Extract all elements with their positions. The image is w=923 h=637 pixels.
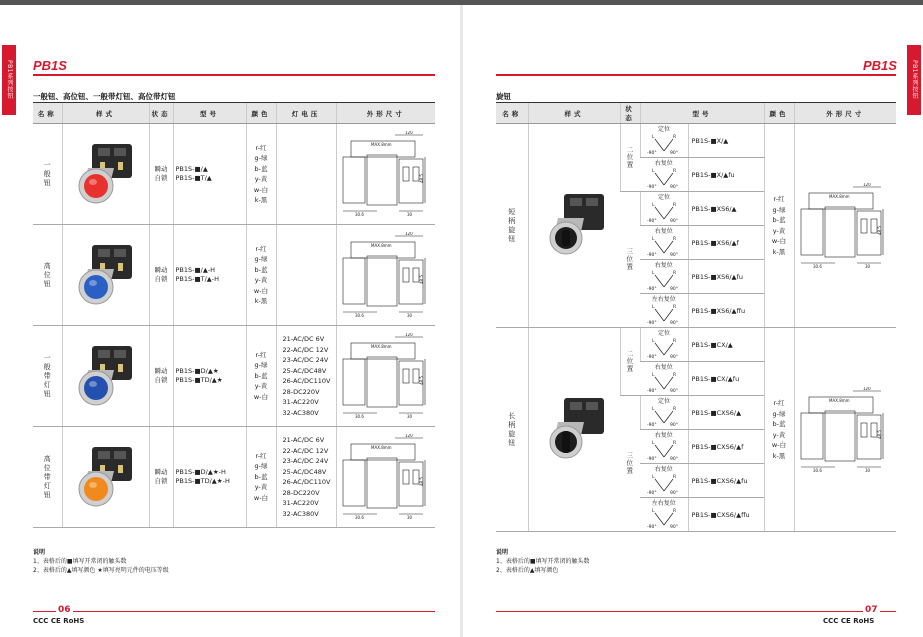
svg-text:R: R — [672, 475, 676, 480]
svg-text:-90°: -90° — [646, 389, 657, 393]
switch-mode: 右复位 — [654, 160, 673, 167]
svg-text:R: R — [673, 203, 677, 208]
page-number: 07 — [865, 605, 878, 615]
note-1: 1、表格后的■填写开常闭的触头数 — [496, 558, 590, 565]
svg-text:-90°: -90° — [646, 185, 657, 189]
svg-text:90°: 90° — [669, 253, 678, 257]
color-option: w-白 — [253, 185, 269, 194]
voltage-cell — [276, 124, 336, 225]
product-photo — [528, 124, 620, 328]
notes-title: 说明 — [33, 549, 46, 556]
section-title: 一般钮、高位钮、一般带灯钮、高位带灯钮 — [33, 92, 176, 101]
model-code: PB1S-■CX/▲fu — [688, 362, 764, 396]
state-label: 三位置 — [625, 452, 634, 475]
color-cell — [764, 328, 794, 532]
switch-diagram — [640, 192, 688, 226]
svg-text:MAX.8mm: MAX.8mm — [370, 344, 392, 349]
svg-text:-90°: -90° — [646, 525, 657, 529]
switch-mode: 右复位 — [654, 466, 673, 473]
color-cell — [246, 427, 276, 528]
svg-text:120: 120 — [404, 232, 413, 236]
state-cell — [620, 396, 640, 532]
color-cell — [246, 225, 276, 326]
svg-text:L: L — [651, 441, 655, 446]
note-2: 2、表格后的▲填写颜色 ★填写亮明元件的电压等级 — [33, 567, 169, 574]
cert-marks: CCC CE RoHS — [823, 617, 875, 625]
switch-diagram — [640, 362, 688, 396]
color-option: g-绿 — [254, 361, 268, 370]
svg-text:30.6: 30.6 — [812, 467, 822, 473]
svg-text:MAX.8mm: MAX.8mm — [828, 397, 850, 403]
voltage-option: 28-DC220V — [282, 387, 320, 396]
model-cell — [173, 124, 246, 225]
color-option: r-红 — [255, 350, 267, 359]
color-option: r-红 — [255, 451, 267, 460]
voltage-option: 25-AC/DC48V — [282, 366, 327, 375]
svg-text:90°: 90° — [669, 457, 678, 461]
voltage-option: 25-AC/DC48V — [282, 467, 327, 476]
svg-text:-90°: -90° — [646, 491, 657, 495]
col-header: 名称 — [496, 103, 528, 124]
col-header: 灯电压 — [276, 103, 336, 124]
svg-text:L: L — [651, 237, 655, 242]
svg-text:R: R — [673, 135, 677, 140]
svg-text:48.5: 48.5 — [876, 429, 882, 439]
color-option: g-绿 — [772, 205, 786, 214]
state-label: 瞬动 — [154, 367, 168, 375]
svg-text:48.5: 48.5 — [418, 477, 424, 486]
svg-text:-90°: -90° — [647, 151, 657, 155]
model-code: PB1S-■CX/▲ — [688, 328, 764, 362]
svg-text:90°: 90° — [669, 525, 678, 529]
color-option: g-绿 — [254, 255, 268, 263]
table-row — [33, 124, 435, 225]
switch-diagram — [640, 328, 688, 362]
color-option: w-白 — [253, 286, 269, 295]
color-option: y-黄 — [254, 276, 268, 284]
row-name — [496, 124, 528, 328]
switch-diagram — [640, 430, 688, 464]
svg-text:R: R — [672, 305, 676, 310]
svg-text:L: L — [652, 407, 655, 412]
svg-text:L: L — [651, 509, 655, 514]
state-label: 二位置 — [625, 350, 634, 373]
switch-mode: 右复位 — [654, 364, 673, 371]
model-code: PB1S-■T/▲-H — [175, 275, 220, 283]
svg-text:-90°: -90° — [646, 457, 657, 461]
switch-diagram — [640, 260, 688, 294]
table-row — [496, 328, 896, 362]
row-name-text: 高位钮 — [43, 261, 52, 289]
model-cell — [173, 225, 246, 326]
col-header: 型号 — [173, 103, 246, 124]
notes — [33, 548, 169, 575]
row-name-text: 一般钮 — [43, 160, 52, 188]
switch-mode: 左右复位 — [651, 296, 676, 303]
voltage-option: 31-AC220V — [282, 499, 319, 507]
state-cell — [620, 328, 640, 396]
dimension-drawing — [336, 427, 435, 528]
switch-diagram — [640, 498, 688, 532]
footer-rule — [496, 611, 896, 612]
svg-text:90°: 90° — [669, 287, 678, 291]
svg-text:MAX.8mm: MAX.8mm — [370, 445, 392, 450]
model-title: PB1S — [863, 58, 897, 73]
svg-text:30: 30 — [406, 313, 412, 318]
col-header: 名称 — [33, 103, 62, 124]
color-option: b-蓝 — [772, 216, 786, 224]
left-page — [0, 5, 460, 637]
row-name-text: 一般带灯钮 — [43, 353, 52, 399]
svg-text:L: L — [651, 373, 655, 378]
col-header: 状态 — [149, 103, 173, 124]
svg-text:R: R — [672, 373, 676, 378]
color-option: y-黄 — [254, 483, 268, 492]
svg-text:-90°: -90° — [647, 219, 657, 223]
color-option: w-白 — [771, 441, 787, 449]
color-option: r-红 — [255, 143, 267, 152]
note-2: 2、表格后的▲填写颜色 — [496, 567, 559, 574]
model-code: PB1S-■T/▲ — [175, 174, 212, 182]
page-number: 06 — [58, 605, 71, 615]
col-header: 型号 — [640, 103, 764, 124]
svg-text:R: R — [672, 271, 676, 276]
switch-mode: 右复位 — [654, 262, 673, 269]
color-option: y-黄 — [254, 382, 268, 391]
voltage-option: 26-AC/DC110V — [282, 478, 331, 486]
color-option: k-黑 — [254, 196, 268, 204]
svg-text:R: R — [672, 441, 676, 446]
title-rule — [33, 74, 435, 76]
color-cell — [764, 124, 794, 328]
voltage-cell — [276, 225, 336, 326]
svg-text:30.6: 30.6 — [354, 515, 364, 520]
side-tab: PB1系列按钮 — [907, 45, 921, 115]
row-name-text: 长柄旋钮 — [507, 411, 516, 448]
svg-text:90°: 90° — [670, 219, 678, 223]
model-code: PB1S-■D/▲★ — [175, 367, 219, 375]
color-option: g-绿 — [254, 462, 268, 471]
voltage-cell — [276, 427, 336, 528]
model-cell — [173, 427, 246, 528]
col-header: 外形尺寸 — [794, 103, 896, 124]
model-code: PB1S-■TD/▲★ — [175, 376, 223, 384]
state-label: 瞬动 — [154, 165, 168, 173]
switch-diagram — [640, 294, 688, 328]
model-code: PB1S-■/▲-H — [175, 266, 216, 274]
color-cell — [246, 124, 276, 225]
state-label: 二位置 — [625, 146, 634, 169]
svg-text:R: R — [672, 169, 676, 174]
svg-text:L: L — [651, 271, 655, 276]
model-code: PB1S-■CXS6/▲fu — [688, 464, 764, 498]
svg-text:90°: 90° — [669, 389, 678, 393]
svg-text:30: 30 — [406, 515, 412, 520]
color-option: w-白 — [253, 493, 269, 502]
table-row — [33, 427, 435, 528]
state-label: 自锁 — [154, 376, 168, 384]
model-code: PB1S-■XS6/▲ — [688, 192, 764, 226]
color-option: k-黑 — [772, 451, 786, 460]
state-label: 自锁 — [154, 275, 168, 283]
dimension-drawing — [794, 328, 896, 532]
color-option: b-蓝 — [254, 164, 268, 173]
note-1: 1、表格后的■填写开常闭的触头数 — [33, 558, 127, 565]
color-option: b-蓝 — [254, 371, 268, 380]
color-option: y-黄 — [772, 226, 786, 235]
cert-marks: CCC CE RoHS — [33, 617, 85, 625]
svg-text:90°: 90° — [670, 423, 678, 427]
table-row — [33, 225, 435, 326]
side-tab: PB1系列按钮 — [2, 45, 16, 115]
knob-table — [496, 102, 896, 532]
svg-text:48.5: 48.5 — [418, 275, 424, 284]
table-row — [33, 326, 435, 427]
model-code: PB1S-■/▲ — [175, 165, 208, 173]
svg-text:30.6: 30.6 — [812, 263, 822, 269]
color-option: k-黑 — [772, 247, 786, 256]
row-name-text: 高位带灯钮 — [43, 454, 52, 500]
svg-text:30.6: 30.6 — [354, 212, 364, 217]
voltage-cell — [276, 326, 336, 427]
color-option: r-红 — [773, 399, 785, 407]
color-option: b-蓝 — [254, 472, 268, 481]
switch-mode: 定位 — [657, 126, 670, 133]
svg-text:R: R — [673, 339, 677, 344]
svg-text:MAX.8mm: MAX.8mm — [370, 142, 392, 147]
color-option: w-白 — [771, 237, 787, 245]
row-name — [496, 328, 528, 532]
svg-text:30: 30 — [406, 212, 412, 217]
state-label: 瞬动 — [154, 468, 168, 476]
switch-mode: 定位 — [657, 194, 670, 201]
svg-text:L: L — [651, 305, 655, 310]
svg-text:30: 30 — [864, 263, 870, 269]
model-title: PB1S — [33, 58, 67, 73]
voltage-option: 22-AC/DC 12V — [282, 345, 329, 354]
svg-text:30.6: 30.6 — [354, 313, 364, 318]
model-code: PB1S-■XS6/▲ffu — [688, 294, 764, 328]
svg-text:48.5: 48.5 — [418, 376, 424, 385]
product-photo — [62, 225, 149, 326]
svg-text:120: 120 — [404, 333, 413, 337]
model-code: PB1S-■XS6/▲fu — [688, 260, 764, 294]
svg-text:90°: 90° — [669, 185, 678, 189]
model-code: PB1S-■XS6/▲f — [688, 226, 764, 260]
model-code: PB1S-■X/▲fu — [688, 158, 764, 192]
state-label: 自锁 — [154, 174, 168, 182]
svg-text:-90°: -90° — [647, 355, 657, 359]
color-option: b-蓝 — [772, 420, 786, 428]
model-code: PB1S-■D/▲★-H — [175, 468, 226, 476]
voltage-option: 23-AC/DC 24V — [282, 356, 329, 364]
product-photo — [528, 328, 620, 532]
table-row — [496, 124, 896, 158]
product-photo — [62, 124, 149, 225]
switch-mode: 左右复位 — [651, 500, 676, 507]
svg-text:-90°: -90° — [646, 253, 657, 257]
voltage-option: 23-AC/DC 24V — [282, 457, 329, 465]
voltage-option: 21-AC/DC 6V — [282, 436, 325, 444]
switch-mode: 定位 — [657, 398, 670, 405]
right-page — [463, 5, 923, 637]
svg-text:L: L — [652, 135, 655, 140]
switch-diagram — [640, 158, 688, 192]
svg-text:R: R — [672, 237, 676, 242]
product-photo — [62, 427, 149, 528]
switch-diagram — [640, 226, 688, 260]
svg-text:120: 120 — [404, 131, 413, 135]
color-option: b-蓝 — [254, 265, 268, 274]
svg-text:L: L — [651, 169, 655, 174]
svg-text:L: L — [651, 475, 655, 480]
svg-text:90°: 90° — [669, 321, 678, 325]
svg-text:-90°: -90° — [646, 321, 657, 325]
voltage-option: 28-DC220V — [282, 488, 320, 497]
model-code: PB1S-■CXS6/▲f — [688, 430, 764, 464]
state-cell — [149, 124, 173, 225]
svg-text:90°: 90° — [670, 355, 678, 359]
dimension-drawing — [336, 124, 435, 225]
svg-text:R: R — [672, 509, 676, 514]
col-header: 颜色 — [764, 103, 794, 124]
svg-text:MAX.8mm: MAX.8mm — [828, 193, 850, 199]
model-code: PB1S-■CXS6/▲ — [688, 396, 764, 430]
col-header: 样式 — [528, 103, 620, 124]
state-label: 三位置 — [625, 248, 634, 271]
col-header: 状态 — [620, 103, 640, 124]
state-label: 瞬动 — [154, 266, 168, 274]
state-cell — [149, 326, 173, 427]
color-option: k-黑 — [254, 297, 268, 305]
state-cell — [149, 427, 173, 528]
model-cell — [173, 326, 246, 427]
color-option: g-绿 — [772, 409, 786, 418]
dimension-drawing — [336, 326, 435, 427]
switch-mode: 定位 — [657, 330, 670, 337]
switch-diagram — [640, 396, 688, 430]
color-option: y-黄 — [772, 430, 786, 439]
model-code: PB1S-■TD/▲★-H — [175, 477, 230, 485]
switch-diagram — [640, 124, 688, 158]
color-option: r-红 — [773, 195, 785, 203]
notes — [496, 548, 590, 575]
svg-text:L: L — [652, 339, 655, 344]
product-photo — [62, 326, 149, 427]
state-cell — [620, 124, 640, 192]
svg-text:30.6: 30.6 — [354, 414, 364, 419]
svg-text:120: 120 — [404, 434, 413, 438]
title-rule — [496, 74, 896, 76]
svg-text:30: 30 — [864, 467, 870, 473]
voltage-option: 31-AC220V — [282, 398, 319, 406]
voltage-option: 22-AC/DC 12V — [282, 446, 329, 455]
color-cell — [246, 326, 276, 427]
voltage-option: 32-AC380V — [282, 408, 319, 417]
row-name — [33, 326, 62, 427]
switch-mode: 右复位 — [654, 228, 673, 235]
row-name — [33, 124, 62, 225]
row-name-text: 短柄旋钮 — [507, 207, 516, 244]
svg-text:90°: 90° — [669, 491, 678, 495]
state-label: 自锁 — [154, 477, 168, 485]
color-option: r-红 — [255, 244, 267, 253]
switch-mode: 右复位 — [654, 432, 673, 439]
color-option: g-绿 — [254, 154, 268, 162]
dimension-drawing — [336, 225, 435, 326]
voltage-option: 26-AC/DC110V — [282, 377, 331, 385]
svg-text:R: R — [673, 407, 677, 412]
svg-text:30: 30 — [406, 414, 412, 419]
dimension-drawing — [794, 124, 896, 328]
svg-text:48.5: 48.5 — [876, 225, 882, 235]
spec-table — [33, 102, 435, 528]
notes-title: 说明 — [496, 549, 509, 556]
model-code: PB1S-■CXS6/▲ffu — [688, 498, 764, 532]
footer-rule — [33, 611, 435, 612]
section-title: 旋钮 — [496, 92, 511, 101]
svg-text:-90°: -90° — [646, 287, 657, 291]
color-option: y-黄 — [254, 175, 268, 183]
svg-text:-90°: -90° — [647, 423, 657, 427]
svg-text:L: L — [652, 203, 655, 208]
col-header: 样式 — [62, 103, 149, 124]
voltage-option: 32-AC380V — [282, 509, 319, 518]
row-name — [33, 427, 62, 528]
svg-text:90°: 90° — [670, 151, 678, 155]
row-name — [33, 225, 62, 326]
state-cell — [149, 225, 173, 326]
voltage-option: 21-AC/DC 6V — [282, 335, 325, 343]
svg-text:48.5: 48.5 — [418, 174, 424, 183]
color-option: w-白 — [253, 392, 269, 401]
col-header: 外形尺寸 — [336, 103, 435, 124]
svg-text:120: 120 — [862, 182, 871, 187]
switch-diagram — [640, 464, 688, 498]
svg-text:MAX.8mm: MAX.8mm — [370, 243, 392, 248]
svg-text:120: 120 — [862, 386, 871, 391]
state-cell — [620, 192, 640, 328]
col-header: 颜色 — [246, 103, 276, 124]
model-code: PB1S-■X/▲ — [688, 124, 764, 158]
